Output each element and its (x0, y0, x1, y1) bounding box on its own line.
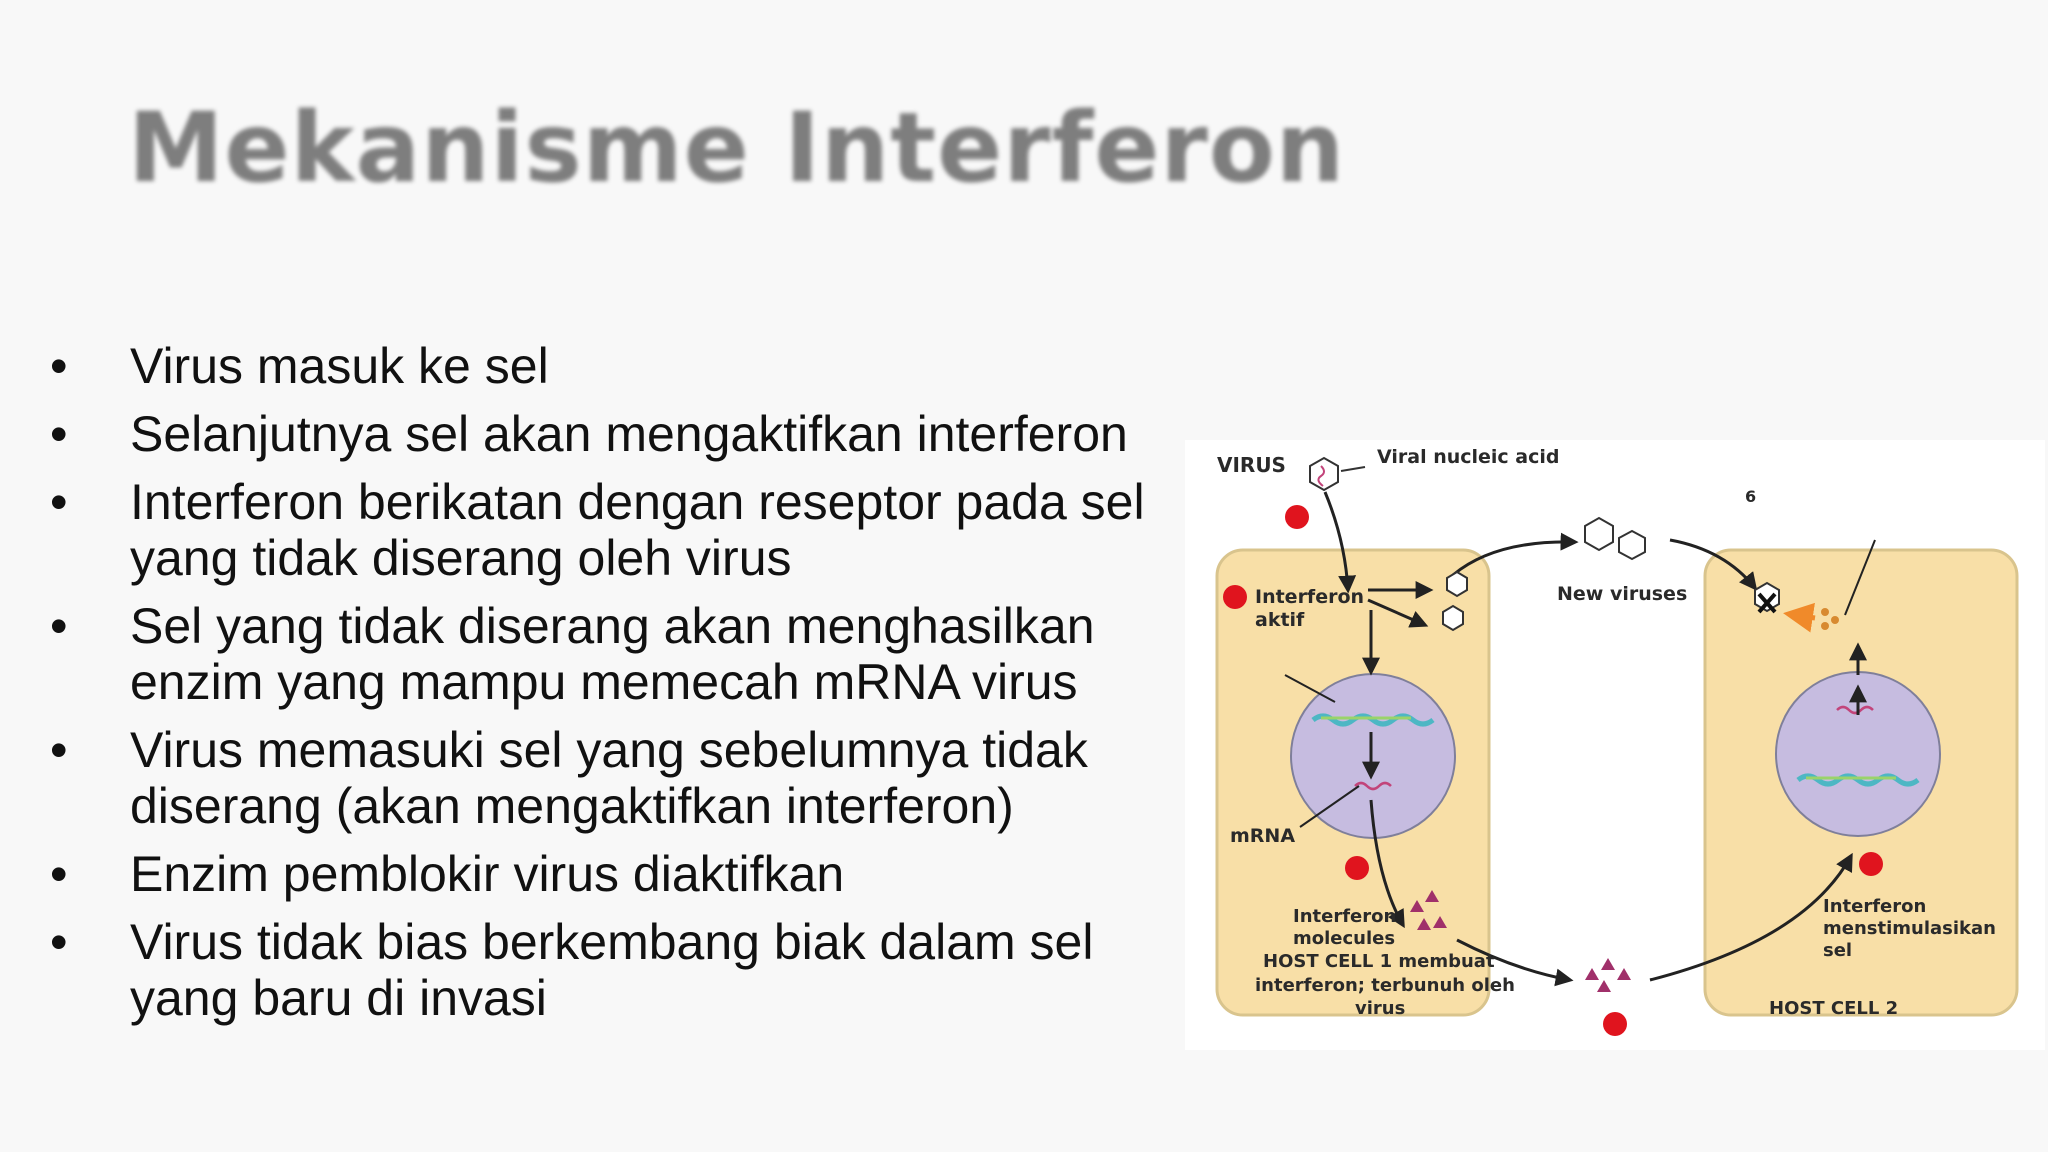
step-marker-1 (1285, 505, 1309, 529)
interferon-diagram (1185, 440, 2045, 1050)
label-interferon-stim-3: sel (1823, 940, 1853, 961)
bullet-text-line-2: yang baru di invasi (130, 970, 547, 1026)
interferon-diagram-svg (1185, 440, 2045, 1050)
step-marker-4 (1603, 1012, 1627, 1036)
label-interferon-molecules-2: molecules (1293, 928, 1396, 949)
step-marker-2 (1223, 585, 1247, 609)
bullet-marker: • (50, 406, 68, 462)
bullet-item-2 (50, 406, 1190, 462)
bullet-list (50, 338, 1190, 1038)
label-interferon-aktif-2: aktif (1255, 609, 1305, 631)
label-step-6: 6 (1745, 487, 1757, 506)
bullet-text: Selanjutnya sel akan mengaktifkan interferon (130, 406, 1128, 462)
bullet-marker: • (50, 846, 68, 902)
step-marker-5 (1859, 852, 1883, 876)
bullet-marker: • (50, 914, 68, 970)
bullet-item-1 (50, 338, 1190, 394)
label-host-cell-2: HOST CELL 2 (1769, 998, 1899, 1019)
antiviral-enzyme-dot (1821, 622, 1829, 630)
label-host-cell-1-line-2: interferon; terbunuh oleh (1255, 975, 1515, 996)
label-interferon-molecules-1: Interferon (1293, 906, 1397, 927)
bullet-text-line-2: enzim yang mampu memecah mRNA virus (130, 654, 1078, 710)
bullet-item-6 (50, 846, 1190, 902)
label-mrna: mRNA (1230, 825, 1296, 847)
bullet-text-line-2: yang tidak diserang oleh virus (130, 530, 792, 586)
label-new-viruses: New viruses (1557, 583, 1688, 605)
slide-title: Mekanisme Interferon (128, 92, 1346, 204)
bullet-text: Enzim pemblokir virus diaktifkan (130, 846, 845, 902)
new-virus-icon (1447, 572, 1467, 596)
bullet-item-3 (50, 474, 1190, 586)
bullet-text-line-1: Sel yang tidak diserang akan menghasilkan (130, 598, 1095, 654)
bullet-marker: • (50, 722, 68, 778)
bullet-text-line-1: Interferon berikatan dengan reseptor pada sel (130, 474, 1145, 530)
new-virus-icon (1585, 518, 1613, 550)
bullet-item-5 (50, 722, 1190, 834)
label-interferon-stim-2: menstimulasikan (1823, 918, 1996, 939)
new-virus-icon (1619, 531, 1645, 559)
label-host-cell-1-line-3: virus (1355, 998, 1406, 1019)
label-host-cell-1-line-1: HOST CELL 1 membuat (1263, 951, 1495, 972)
bullet-text: Virus masuk ke sel (130, 338, 549, 394)
label-viral-nucleic-acid: Viral nucleic acid (1377, 446, 1560, 468)
step-marker-3 (1345, 856, 1369, 880)
bullet-text-line-1: Virus memasuki sel yang sebelumnya tidak (130, 722, 1088, 778)
bullet-text-line-1: Virus tidak bias berkembang biak dalam sel (130, 914, 1094, 970)
label-interferon-aktif-1: Interferon (1255, 586, 1365, 608)
bullet-text-line-2: diserang (akan mengaktifkan interferon) (130, 778, 1014, 834)
label-interferon-stim-1: Interferon (1823, 896, 1927, 917)
bullet-item-7 (50, 914, 1190, 1026)
bullet-marker: • (50, 474, 68, 530)
antiviral-enzyme-dot (1821, 608, 1829, 616)
blocked-virus-icon (1755, 583, 1779, 611)
label-virus: VIRUS (1217, 453, 1286, 477)
new-virus-icon (1443, 606, 1463, 630)
bullet-marker: • (50, 598, 68, 654)
antiviral-enzyme-dot (1831, 616, 1839, 624)
bullet-item-4 (50, 598, 1190, 710)
bullet-marker: • (50, 338, 68, 394)
